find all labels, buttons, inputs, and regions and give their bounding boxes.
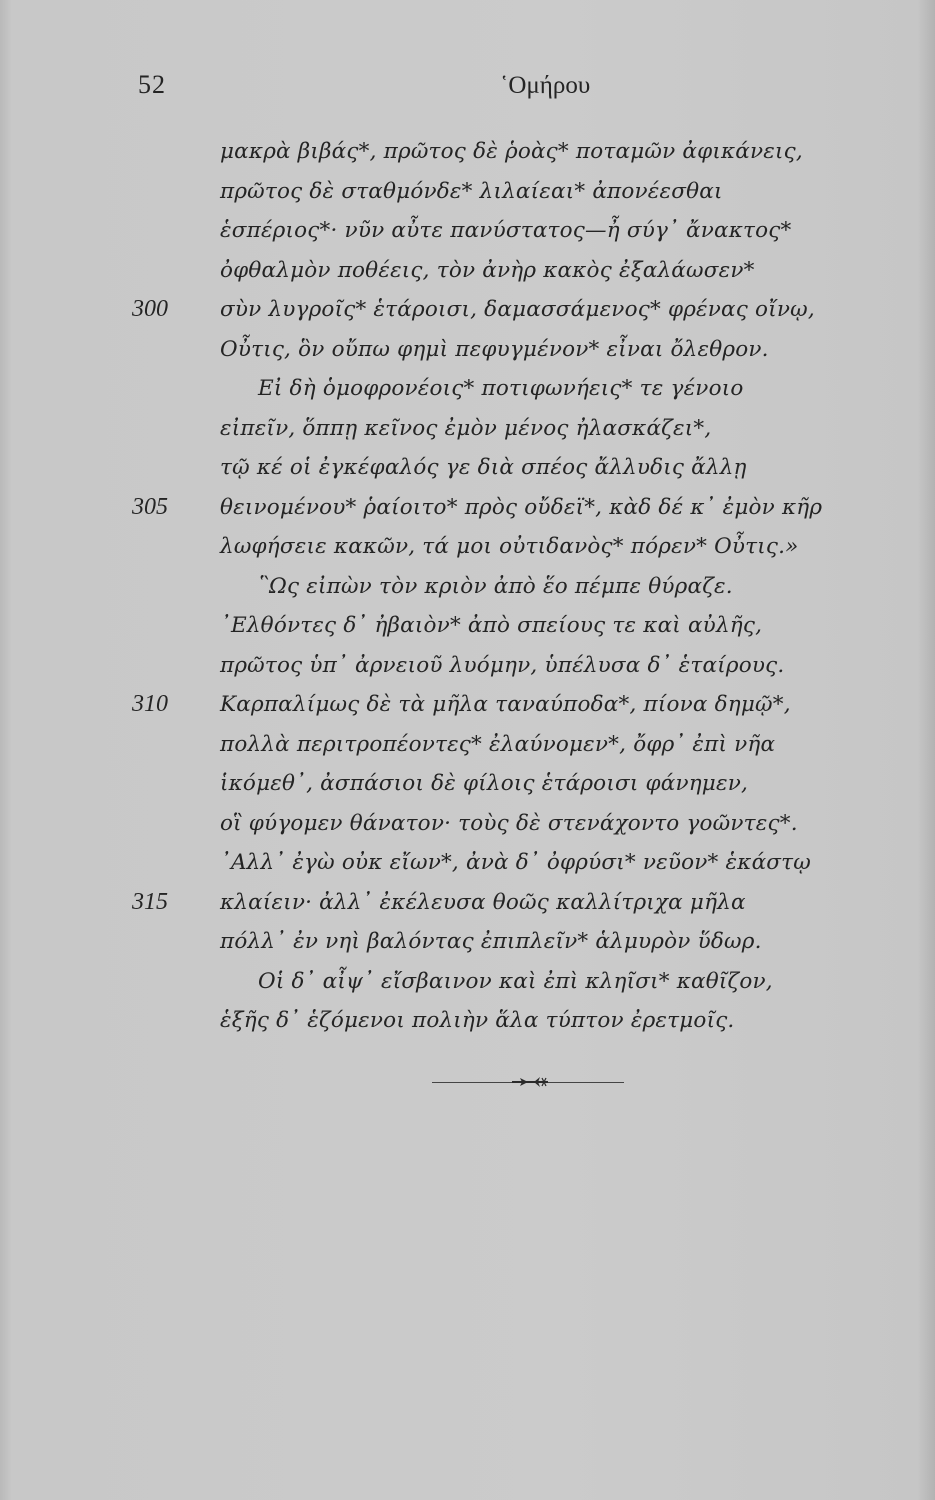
running-title: ῾Ομήρου: [500, 72, 591, 99]
verse-line: [0, 883, 935, 923]
line-text: σὺν λυγροῖς* ἑτάροισι, δαμασσάμενος* φρένας οἴνῳ,: [220, 297, 815, 322]
arrow-divider-icon: [512, 1076, 548, 1088]
line-text: ἑξῆς δ᾽ ἑζόμενοι πολιὴν ἅλα τύπτον ἐρετμοῖς.: [220, 1008, 735, 1033]
section-divider: [432, 1076, 624, 1088]
verse-line: [0, 606, 935, 646]
verse-line: [0, 685, 935, 725]
verse-line: [0, 448, 935, 488]
line-text: θεινομένου* ῥαίοιτο* πρὸς οὔδεϊ*, κὰδ δέ κ᾽ ἐμὸν κῆρ: [220, 494, 823, 520]
verse-line: [0, 172, 935, 212]
verse-line: [0, 843, 935, 883]
line-text: οἳ φύγομεν θάνατον· τοὺς δὲ στενάχοντο γοῶντες*.: [220, 810, 798, 836]
line-text: πρῶτος δὲ σταθμόνδε* λιλαίεαι* ἀπονέεσθαι: [220, 178, 723, 204]
verse-line: [0, 725, 935, 765]
verse-line: [0, 290, 935, 330]
line-text: τῷ κέ οἱ ἐγκέφαλός γε διὰ σπέος ἄλλυδις ἄλλῃ: [220, 455, 747, 480]
line-text: Οὖτις, ὃν οὔπω φημὶ πεφυγμένον* εἶναι ὄλεθρον.: [220, 336, 769, 362]
line-text: κλαίειν· ἀλλ᾽ ἐκέλευσα θοῶς καλλίτριχα μῆλα: [220, 889, 746, 915]
verse-line: [0, 567, 935, 607]
verse-line: [0, 527, 935, 567]
verse-line: [0, 369, 935, 409]
line-text: Εἰ δὴ ὁμοφρονέοις* ποτιφωνήεις* τε γένοιο: [258, 376, 744, 401]
verse-line: [0, 211, 935, 251]
verse-line: [0, 409, 935, 449]
verse-line: [0, 962, 935, 1002]
line-text: λωφήσειε κακῶν, τά μοι οὐτιδανὸς* πόρεν* Οὖτις.»: [220, 534, 799, 559]
page-number: 52: [138, 70, 166, 99]
line-number: 300: [132, 296, 168, 322]
line-text: Καρπαλίμως δὲ τὰ μῆλα ταναύποδα*, πίονα δημῷ*,: [220, 692, 791, 717]
verse-line: [0, 646, 935, 686]
line-number: 305: [132, 493, 168, 520]
line-text: ᾽Αλλ᾽ ἐγὼ οὐκ εἴων*, ἀνὰ δ᾽ ὀφρύσι* νεῦον* ἑκάστῳ: [220, 850, 812, 875]
verse-line: [0, 1001, 935, 1041]
line-text: ᾽Ελθόντες δ᾽ ἠβαιὸν* ἀπὸ σπείους τε καὶ αὐλῆς,: [220, 613, 763, 638]
line-number: 315: [132, 888, 168, 915]
line-text: ὀφθαλμὸν ποθέεις, τὸν ἀνὴρ κακὸς ἐξαλάωσεν*: [220, 257, 755, 283]
line-text: Οἱ δ᾽ αἶψ᾽ εἴσβαινον καὶ ἐπὶ κληῖσι* καθῖζον,: [258, 968, 773, 994]
line-text: πολλὰ περιτροπέοντες* ἐλαύνομεν*, ὄφρ᾽ ἐπὶ νῆα: [220, 731, 776, 757]
verse-block: [0, 132, 935, 1041]
line-text: ῝Ως εἰπὼν τὸν κριὸν ἀπὸ ἕο πέμπε θύραζε.: [258, 573, 733, 599]
verse-line: [0, 488, 935, 528]
line-text: ἑσπέριος*· νῦν αὖτε πανύστατος—ἦ σύγ᾽ ἄνακτος*: [220, 218, 792, 243]
verse-line: [0, 804, 935, 844]
line-text: εἰπεῖν, ὅππῃ κεῖνος ἐμὸν μένος ἠλασκάζει*,: [220, 415, 712, 441]
verse-line: [0, 132, 935, 172]
line-number: 310: [132, 691, 168, 717]
line-text: ἱκόμεθ᾽, ἀσπάσιοι δὲ φίλοις ἑτάροισι φάνημεν,: [220, 771, 749, 796]
verse-line: [0, 764, 935, 804]
line-text: πρῶτος ὑπ᾽ ἀρνειοῦ λυόμην, ὑπέλυσα δ᾽ ἑταίρους.: [220, 652, 785, 678]
verse-line: [0, 330, 935, 370]
line-text: μακρὰ βιβάς*, πρῶτος δὲ ῥοὰς* ποταμῶν ἀφικάνεις,: [220, 139, 803, 164]
line-text: πόλλ᾽ ἐν νηὶ βαλόντας ἐπιπλεῖν* ἁλμυρὸν ὕδωρ.: [220, 929, 762, 954]
verse-line: [0, 251, 935, 291]
verse-line: [0, 922, 935, 962]
